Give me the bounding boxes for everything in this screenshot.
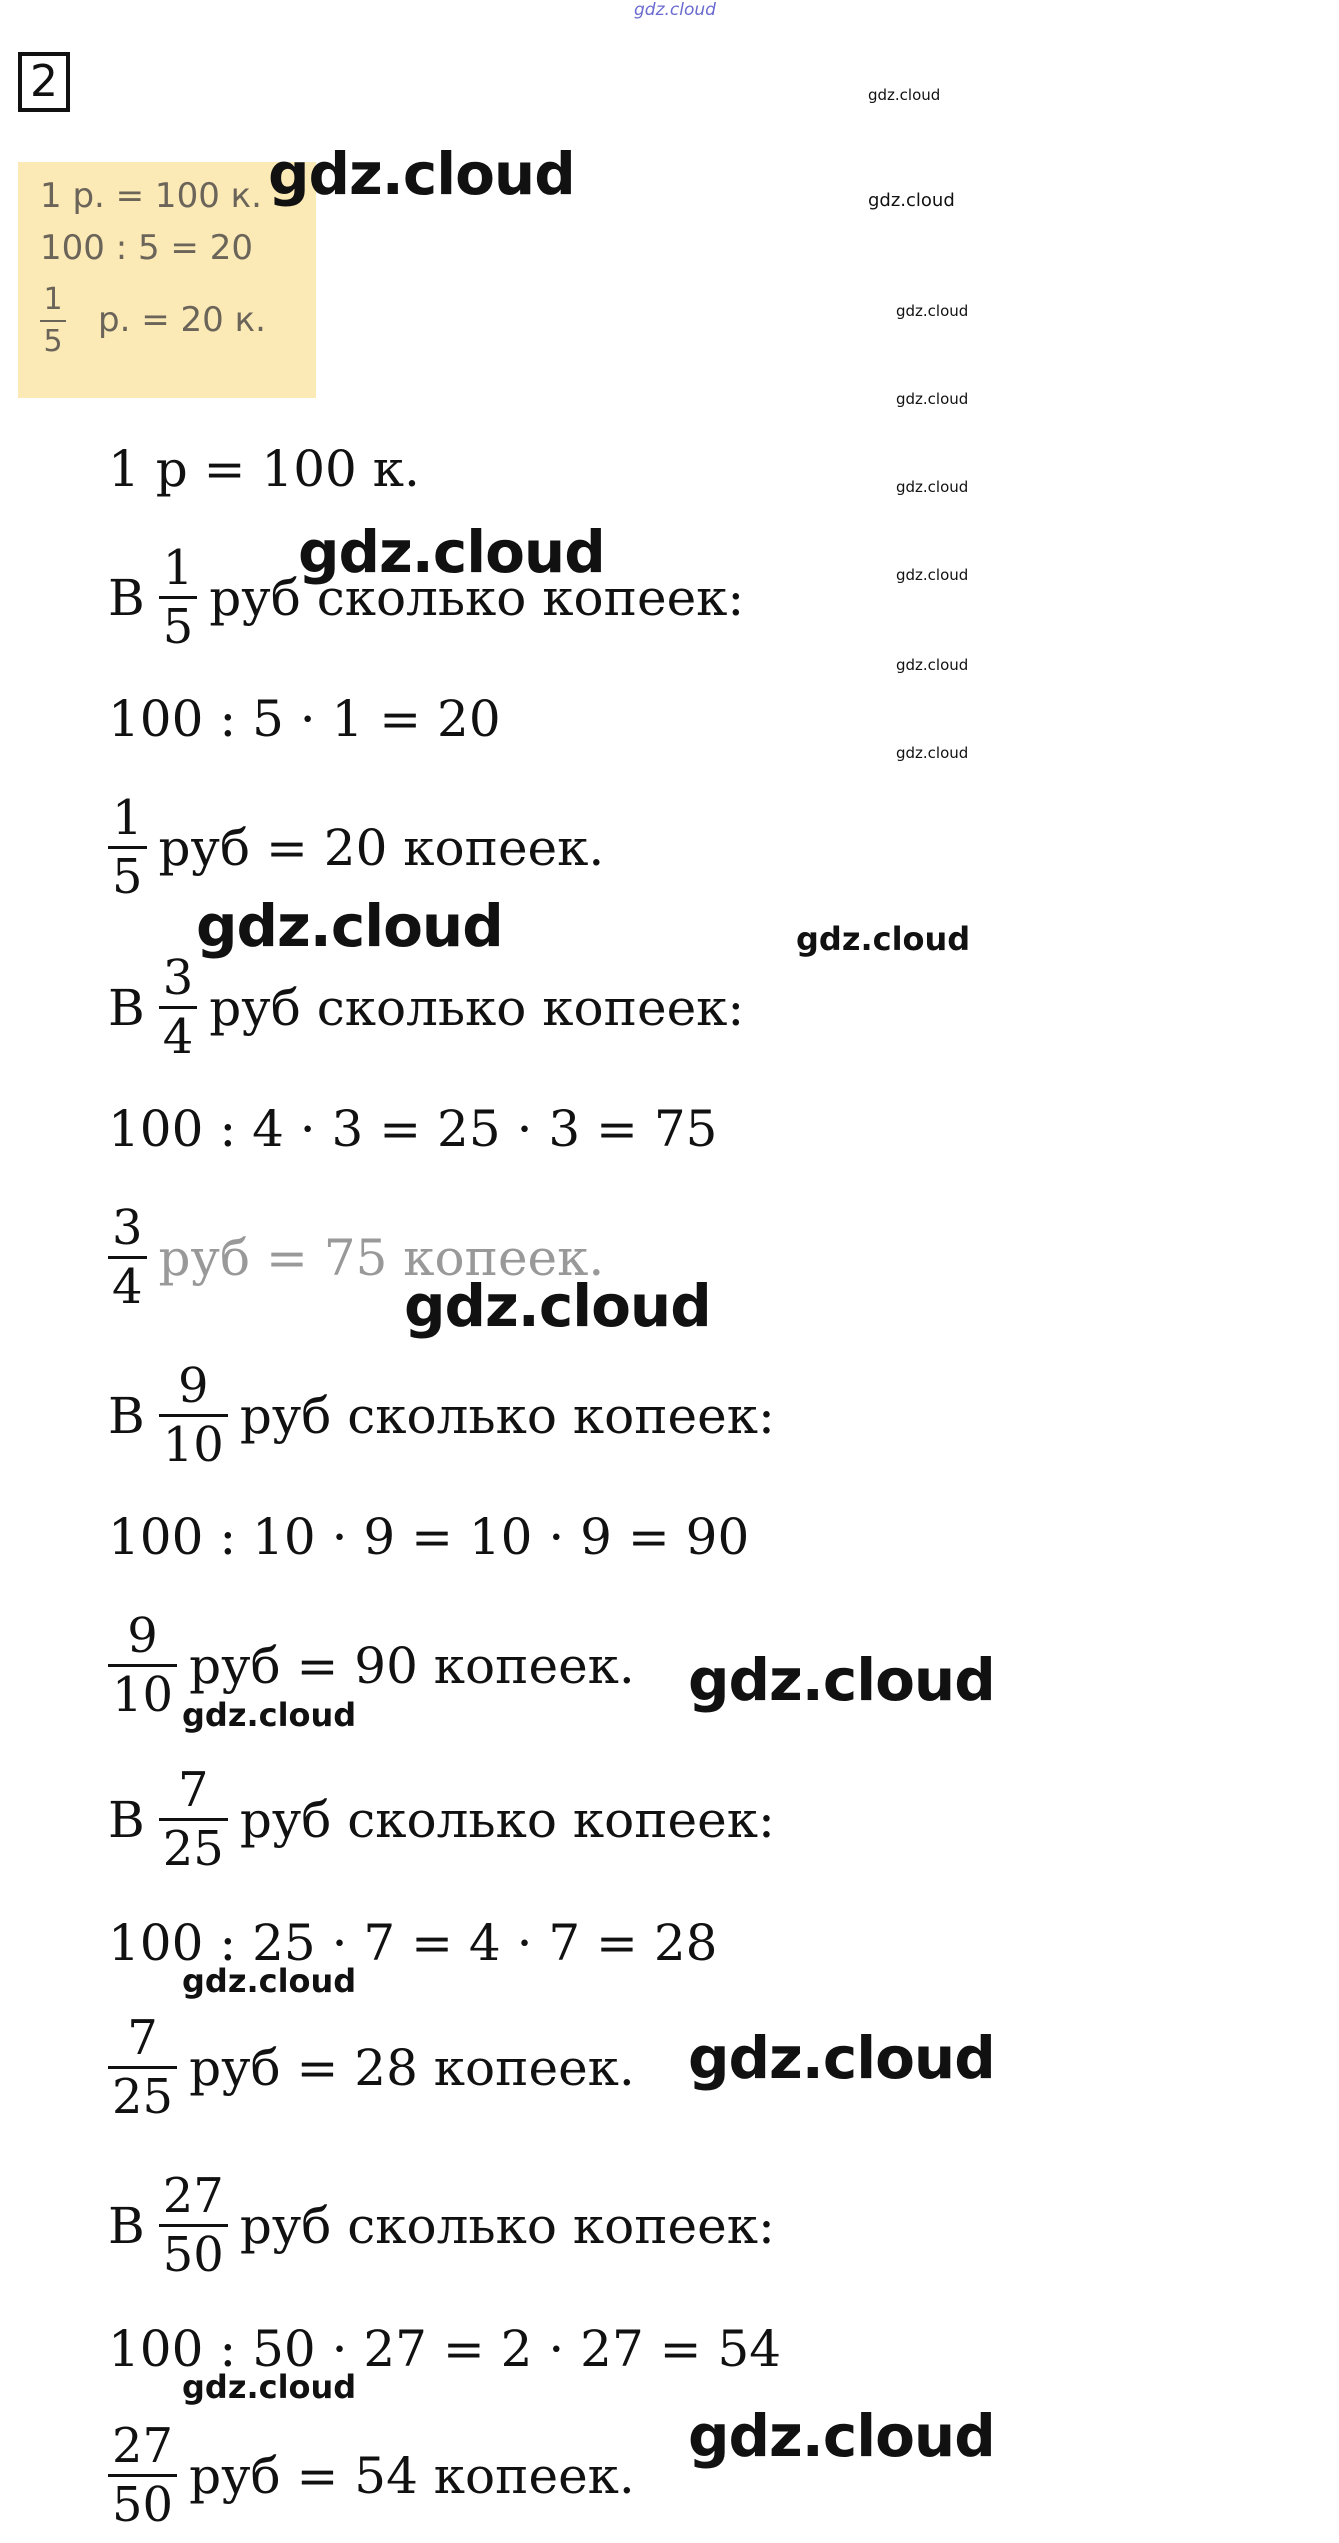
given-text: 1 р = 100 к. xyxy=(108,440,420,498)
calc-text: 100 : 25 · 7 = 4 · 7 = 28 xyxy=(108,1914,718,1972)
calc-3 xyxy=(108,1508,749,1566)
fraction xyxy=(108,1200,147,1315)
fraction-den: 4 xyxy=(159,1006,198,1065)
fraction xyxy=(159,950,198,1065)
fraction-den: 5 xyxy=(108,846,147,905)
fraction-den: 50 xyxy=(108,2474,177,2533)
question-2 xyxy=(108,950,744,1065)
watermark: gdz.cloud xyxy=(688,1646,995,1714)
fraction xyxy=(108,2010,177,2125)
calc-text: 100 : 5 · 1 = 20 xyxy=(108,690,501,748)
watermark: gdz.cloud xyxy=(896,302,969,320)
fraction-num: 9 xyxy=(127,1608,158,1664)
calc-2 xyxy=(108,1100,717,1158)
question-3 xyxy=(108,1358,775,1473)
watermark: gdz.cloud xyxy=(182,1696,357,1734)
fraction-num: 1 xyxy=(162,540,194,596)
calc-text: 100 : 50 · 27 = 2 · 27 = 54 xyxy=(108,2320,782,2378)
result-1 xyxy=(108,790,604,905)
fraction xyxy=(159,1762,228,1877)
fraction xyxy=(108,2418,177,2533)
fraction-num: 3 xyxy=(112,1200,143,1256)
fraction xyxy=(108,1608,177,1723)
watermark: gdz.cloud xyxy=(896,656,969,674)
watermark: gdz.cloud xyxy=(404,1272,711,1340)
fraction-den: 25 xyxy=(108,2066,177,2125)
fraction-num: 7 xyxy=(127,2010,158,2066)
watermark: gdz.cloud xyxy=(896,744,969,762)
calc-text: 100 : 10 · 9 = 10 · 9 = 90 xyxy=(108,1508,750,1566)
question-5 xyxy=(108,2168,775,2283)
fraction xyxy=(159,540,198,655)
watermark-top: gdz.cloud xyxy=(634,0,716,20)
watermark: gdz.cloud xyxy=(868,190,955,211)
watermark: gdz.cloud xyxy=(688,2024,995,2092)
question-prefix: В xyxy=(108,978,145,1037)
watermark: gdz.cloud xyxy=(196,892,503,960)
fraction-num: 7 xyxy=(178,1762,209,1818)
fraction xyxy=(159,1358,228,1473)
question-prefix: В xyxy=(108,1386,145,1445)
scan-line-2: 100 : 5 = 20 xyxy=(40,228,253,268)
fraction xyxy=(108,790,147,905)
result-text: руб = 20 копеек. xyxy=(158,818,605,877)
fraction-den: 4 xyxy=(108,1256,147,1315)
result-text: руб = 54 копеек. xyxy=(189,2446,635,2505)
watermark: gdz.cloud xyxy=(896,390,969,408)
fraction-den: 50 xyxy=(159,2224,228,2283)
question-text: руб сколько копеек: xyxy=(209,978,745,1037)
scan-fraction xyxy=(40,282,66,360)
fraction xyxy=(159,2168,228,2283)
scan-fraction-num: 1 xyxy=(43,282,63,317)
task-number: 2 xyxy=(18,52,70,112)
watermark: gdz.cloud xyxy=(896,566,969,584)
scan-line-1: 1 р. = 100 к. xyxy=(40,176,262,216)
result-4 xyxy=(108,2010,635,2125)
result-text: руб = 28 копеек. xyxy=(189,2038,635,2097)
fraction-den: 5 xyxy=(159,596,198,655)
calc-text: 100 : 4 · 3 = 25 · 3 = 75 xyxy=(108,1100,718,1158)
watermark: gdz.cloud xyxy=(182,2368,357,2406)
watermark: gdz.cloud xyxy=(182,1962,357,2000)
result-text: руб = 75 копеек. xyxy=(158,1228,605,1287)
question-text: руб сколько копеек: xyxy=(209,568,745,627)
given-line xyxy=(108,440,420,498)
fraction-num: 1 xyxy=(112,790,143,846)
watermark: gdz.cloud xyxy=(896,478,969,496)
fraction-num: 27 xyxy=(162,2168,224,2224)
fraction-num: 27 xyxy=(112,2418,174,2474)
scan-line-3: р. = 20 к. xyxy=(98,300,266,340)
result-text: руб = 90 копеек. xyxy=(189,1636,635,1695)
fraction-den: 10 xyxy=(108,1664,177,1723)
watermark: gdz.cloud xyxy=(796,920,971,958)
question-prefix: В xyxy=(108,2196,145,2255)
question-prefix: В xyxy=(108,1790,145,1849)
watermark: gdz.cloud xyxy=(688,2402,995,2470)
question-4 xyxy=(108,1762,775,1877)
fraction-den: 25 xyxy=(159,1818,228,1877)
watermark: gdz.cloud xyxy=(268,140,575,208)
watermark: gdz.cloud xyxy=(868,86,941,104)
question-text: руб сколько копеек: xyxy=(239,1386,775,1445)
watermark: gdz.cloud xyxy=(298,518,605,586)
result-5 xyxy=(108,2418,635,2533)
fraction-num: 3 xyxy=(162,950,194,1006)
scan-fraction-den: 5 xyxy=(43,324,63,359)
fraction-den: 10 xyxy=(159,1414,228,1473)
question-text: руб сколько копеек: xyxy=(239,1790,775,1849)
question-prefix: В xyxy=(108,568,145,627)
question-text: руб сколько копеек: xyxy=(239,2196,775,2255)
calc-1 xyxy=(108,690,501,748)
fraction-num: 9 xyxy=(178,1358,209,1414)
